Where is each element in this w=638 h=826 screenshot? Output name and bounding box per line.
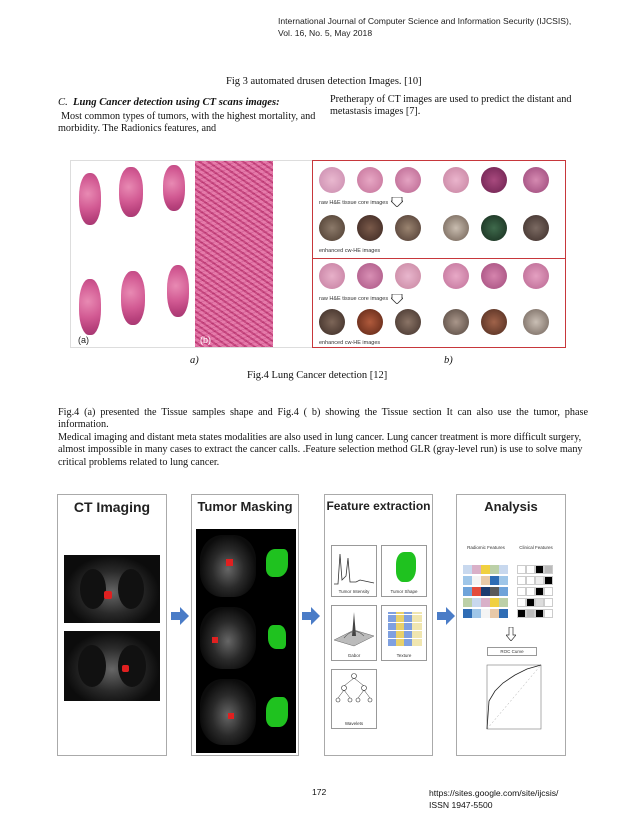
- matrix-cell: [463, 587, 472, 596]
- tissue-core: [395, 167, 421, 193]
- pipeline-panel-analysis: [456, 494, 566, 756]
- matrix-cell: [535, 576, 544, 585]
- footer-issn: ISSN 1947-5500: [429, 800, 493, 810]
- panel-divider: [313, 258, 566, 259]
- feature-gabor-box: [331, 605, 377, 661]
- tissue-core: [395, 215, 421, 241]
- tissue-core: [357, 215, 383, 241]
- matrix-cell: [490, 565, 499, 574]
- matrix-cell: [517, 576, 526, 585]
- ct-scan-image: [64, 631, 160, 701]
- arrow-right-icon: [302, 607, 320, 625]
- tissue-core: [357, 167, 383, 193]
- matrix-cell: [463, 598, 472, 607]
- matrix-cell: [481, 587, 490, 596]
- tma-label: enhanced cw-HE images: [319, 340, 381, 346]
- wavelet-tree-icon: [332, 670, 376, 718]
- tumor-marker: [228, 713, 234, 719]
- pipeline-panel-ct-imaging: [57, 494, 167, 756]
- matrix-cell: [481, 565, 490, 574]
- tma-label: raw H&E tissue core images: [319, 200, 389, 206]
- matrix-cell: [544, 598, 553, 607]
- tissue-sample: [163, 165, 185, 211]
- journal-title: International Journal of Computer Science and Information Security (IJCSIS),: [278, 16, 572, 26]
- feature-label: Gabor: [347, 653, 361, 658]
- tissue-core: [357, 263, 383, 289]
- analysis-label: ROC Curve: [487, 647, 537, 656]
- feature-intensity-box: [331, 545, 377, 597]
- tissue-core: [481, 263, 507, 289]
- matrix-cell: [490, 598, 499, 607]
- matrix-cell: [472, 598, 481, 607]
- arrow-right-icon: [437, 607, 455, 625]
- feature-label: Texture: [396, 653, 412, 658]
- matrix-cell: [499, 598, 508, 607]
- down-arrow-icon: [506, 627, 516, 641]
- matrix-cell: [499, 565, 508, 574]
- tissue-core: [523, 167, 549, 193]
- feature-shape-box: [381, 545, 427, 597]
- footer-info: [429, 787, 558, 811]
- ct-scan-image: [200, 607, 256, 669]
- matrix-cell: [517, 565, 526, 574]
- matrix-cell: [490, 587, 499, 596]
- masking-image-strip: [196, 529, 296, 753]
- matrix-cell: [535, 565, 544, 574]
- matrix-cell: [472, 609, 481, 618]
- section-label: C.: [58, 97, 68, 108]
- ct-scan-image: [200, 535, 256, 597]
- feature-label: Tumor Shape: [390, 589, 418, 594]
- tissue-core: [319, 309, 345, 335]
- feature-texture-box: [381, 605, 427, 661]
- matrix-cell: [463, 576, 472, 585]
- section-left-text: Most common types of tumors, with the highest mortality, and morbidity. The Radionics features, and: [58, 111, 316, 135]
- matrix-cell: [490, 609, 499, 618]
- tissue-sample: [121, 271, 145, 325]
- footer-url: https://sites.google.com/site/ijcsis/: [429, 788, 559, 798]
- tissue-core: [443, 215, 469, 241]
- tissue-core: [357, 309, 383, 335]
- feature-label: Wavelets: [344, 721, 364, 726]
- tissue-sample: [79, 173, 101, 225]
- tumor-3d-mask: [268, 625, 286, 649]
- matrix-cell: [472, 576, 481, 585]
- matrix-cell: [481, 598, 490, 607]
- matrix-cell: [535, 587, 544, 596]
- fig4-sub-a: a): [190, 355, 199, 366]
- tissue-core: [481, 167, 507, 193]
- histogram-icon: [332, 546, 376, 586]
- tumor-marker: [226, 559, 233, 566]
- section-right-text: Pretherapy of CT images are used to predict the distant and metastasis images [7].: [330, 94, 572, 118]
- tissue-core: [319, 263, 345, 289]
- feature-wavelets-box: [331, 669, 377, 729]
- matrix-cell: [535, 598, 544, 607]
- page-number: 172: [312, 787, 327, 797]
- matrix-cell: [481, 576, 490, 585]
- matrix-cell: [490, 576, 499, 585]
- tumor-3d-mask: [266, 549, 288, 577]
- matrix-cell: [499, 587, 508, 596]
- matrix-cell: [526, 598, 535, 607]
- tissue-core: [481, 215, 507, 241]
- tissue-sample: [119, 167, 143, 217]
- fig4-sub-b: b): [444, 355, 453, 366]
- tissue-core: [481, 309, 507, 335]
- tissue-core: [523, 215, 549, 241]
- texture-matrix: [388, 612, 422, 646]
- tumor-3d-mask: [266, 697, 288, 727]
- matrix-cell: [544, 609, 553, 618]
- fig4-panel-b: [312, 160, 566, 348]
- matrix-cell: [499, 576, 508, 585]
- lung-shape: [118, 569, 144, 609]
- arrow-right-icon: [171, 607, 189, 625]
- tissue-core: [395, 263, 421, 289]
- tissue-core: [319, 167, 345, 193]
- matrix-cell: [526, 576, 535, 585]
- matrix-cell: [463, 609, 472, 618]
- tissue-core: [319, 215, 345, 241]
- ct-scan-image: [200, 679, 256, 745]
- matrix-cell: [517, 587, 526, 596]
- matrix-cell: [544, 565, 553, 574]
- down-arrow-icon: [391, 197, 403, 207]
- radiomic-feature-matrix: [463, 565, 509, 625]
- feature-label: Tumor Intensity: [338, 589, 370, 594]
- matrix-cell: [472, 565, 481, 574]
- tissue-core: [443, 309, 469, 335]
- pipeline-title: CT Imaging: [73, 499, 151, 515]
- tissue-core: [523, 263, 549, 289]
- tissue-section-image: [195, 161, 273, 348]
- tma-label: raw H&E tissue core images: [319, 296, 389, 302]
- matrix-cell: [517, 609, 526, 618]
- pipeline-panel-tumor-masking: [191, 494, 299, 756]
- tumor-marker: [212, 637, 218, 643]
- tumor-shape: [396, 552, 416, 582]
- section-title: Lung Cancer detection using CT scans images:: [73, 97, 280, 108]
- pipeline-title: Feature extraction: [326, 499, 431, 513]
- pipeline-title: Analysis: [484, 499, 538, 514]
- down-arrow-icon: [391, 294, 403, 304]
- matrix-cell: [463, 565, 472, 574]
- matrix-cell: [472, 587, 481, 596]
- tissue-core: [443, 263, 469, 289]
- tissue-core: [395, 309, 421, 335]
- matrix-cell: [526, 565, 535, 574]
- matrix-cell: [481, 609, 490, 618]
- journal-header: [278, 15, 571, 39]
- matrix-cell: [535, 609, 544, 618]
- tissue-sample: [167, 265, 189, 317]
- gabor-surface-icon: [332, 606, 376, 650]
- tumor-marker: [104, 591, 112, 599]
- matrix-cell: [526, 609, 535, 618]
- fig4-caption: Fig.4 Lung Cancer detection [12]: [247, 370, 388, 381]
- paragraph-1: Fig.4 (a) presented the Tissue samples shape and Fig.4 ( b) showing the Tissue section It can also use the tumor, phase information.: [58, 407, 588, 431]
- fig3-caption: Fig 3 automated drusen detection Images. [10]: [226, 76, 422, 87]
- tma-label: enhanced cw-HE images: [319, 248, 381, 254]
- tissue-sample: [79, 279, 101, 335]
- matrix-cell: [499, 609, 508, 618]
- analysis-label: Clinical Features: [519, 545, 553, 550]
- paragraph-2: Medical imaging and distant meta states modalities are also used in lung cancer. Lung cancer treatment is more difficult surgery, almost impossible in many cases to extract the cancer calls. .Feature selection method GLR (gray-level run) is use to solve many critical problems related to lung cancer.: [58, 432, 583, 468]
- tissue-core: [443, 167, 469, 193]
- lung-shape: [80, 569, 106, 609]
- pipeline-title: Tumor Masking: [197, 499, 293, 514]
- clinical-feature-matrix: [517, 565, 557, 625]
- matrix-cell: [517, 598, 526, 607]
- fig4-panel-a: [70, 160, 314, 348]
- tissue-core: [523, 309, 549, 335]
- matrix-cell: [544, 587, 553, 596]
- lung-shape: [78, 645, 106, 687]
- tumor-marker: [122, 665, 129, 672]
- pipeline-panel-feature-extraction: [324, 494, 433, 756]
- panel-b-inner-label: (b): [200, 335, 211, 345]
- matrix-cell: [526, 587, 535, 596]
- ct-scan-image: [64, 555, 160, 623]
- roc-curve-plot: [481, 661, 545, 737]
- analysis-label: Radiomic Features: [467, 545, 505, 550]
- matrix-cell: [544, 576, 553, 585]
- journal-volume: Vol. 16, No. 5, May 2018: [278, 28, 373, 38]
- panel-a-label: (a): [78, 335, 89, 345]
- section-heading: [58, 97, 280, 108]
